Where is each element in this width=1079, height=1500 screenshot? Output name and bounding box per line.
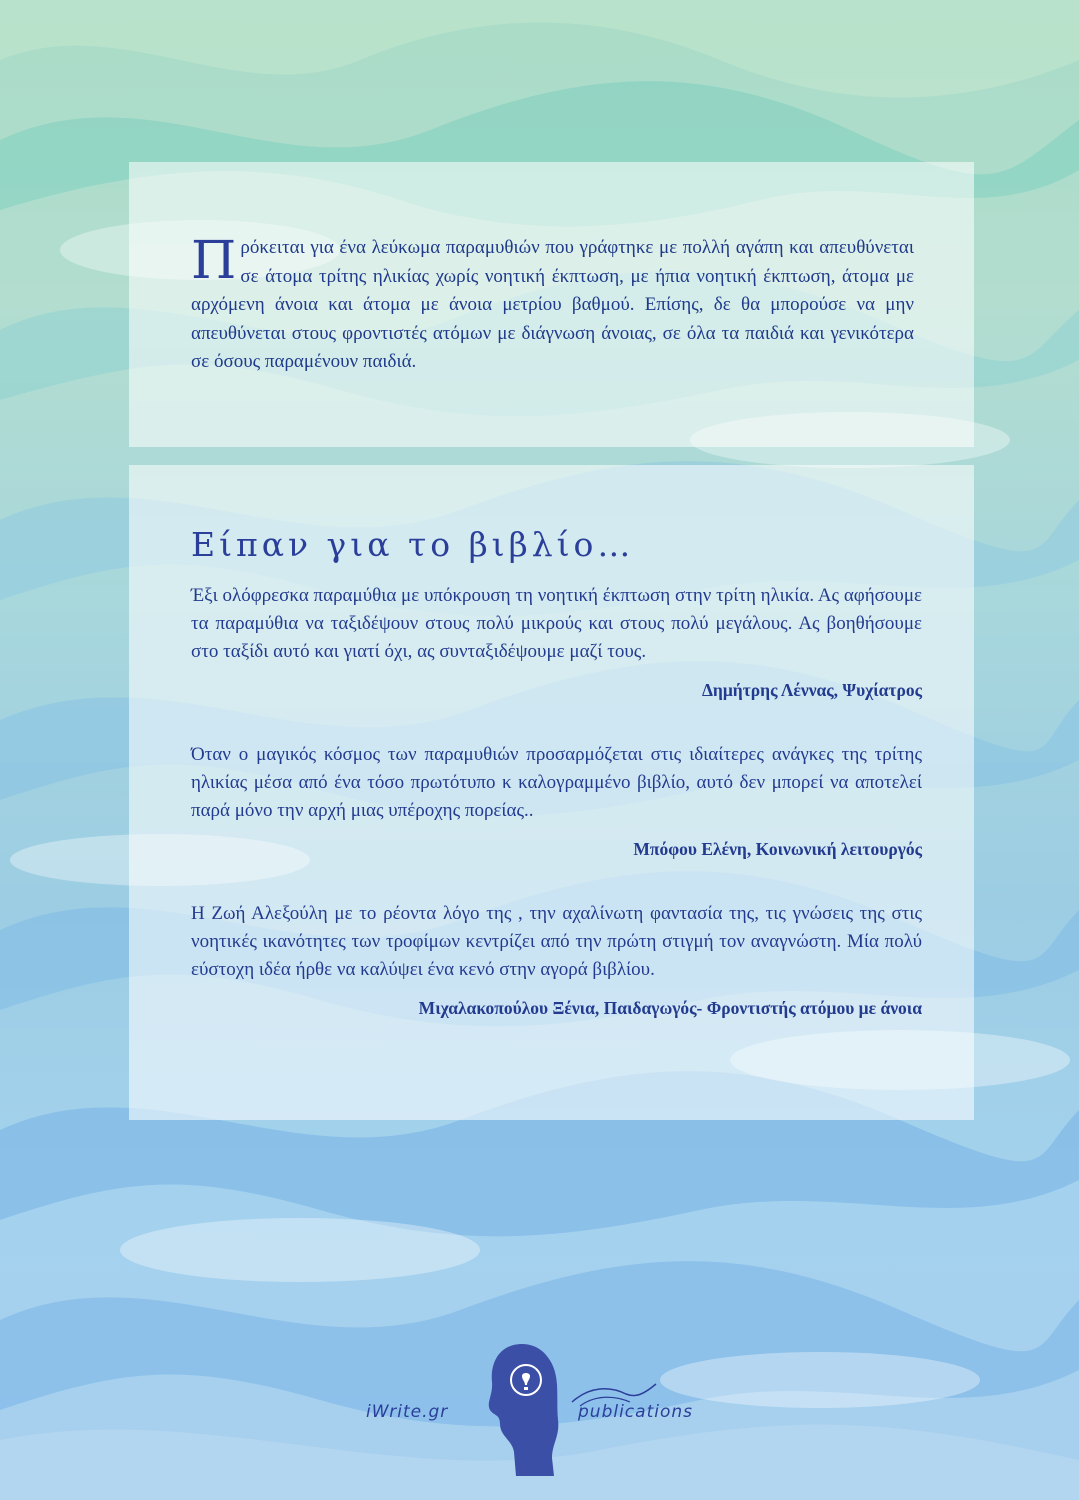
intro-body: ρόκειται για ένα λεύκωμα παραμυθιών που γράφτηκε με πολλή αγάπη και απευθύνεται σε άτομα τρίτης ηλικίας χωρίς νοητική έκπτωση, με ήπια νοητική έκπτωση, άτομα με αρχόμενη άνοια και άτομα με άνοια μετρίου βαθμού. Επίσης, δε θα μπορούσε να μην απευθύνεται στους φροντιστές ατόμων με διάγνωση άνοιας, σε όλα τα παιδιά και γενικότερα σε όσους παραμένουν παιδιά. (191, 237, 914, 372)
intro-panel (129, 162, 974, 447)
reviews-title: Είπαν για το βιβλίο… (191, 525, 635, 564)
intro-paragraph (191, 231, 914, 377)
publisher-logo (360, 1340, 740, 1480)
drop-cap: Π (191, 231, 237, 291)
review-quote-3: Η Ζωή Αλεξούλη με το ρέοντα λόγο της , την αχαλίνωτη φαντασία της, τις γνώσεις της στις νοητικές ικανότητες των τροφίμων κεντρίζει από την πρώτη στιγμή τον αναγνώστη. Μία πολύ εύστοχη ιδέα ήρθε να καλύψει ένα κενό στην αγορά βιβλίου. (191, 903, 922, 980)
review-author-3: Μιχαλακοπούλου Ξένια, Παιδαγωγός- Φροντιστής ατόμου με άνοια (418, 998, 922, 1018)
review-quote-1: Έξι ολόφρεσκα παραμύθια με υπόκρουση τη νοητική έκπτωση στην τρίτη ηλικία. Ας αφήσουμε τα παραμύθια να ταξιδέψουν στους πολύ μικρούς και στους πολύ μεγάλους. Ας βοηθήσουμε στο ταξίδι αυτό και γιατί όχι, ας συνταξιδέψουμε μαζί τους. (191, 585, 922, 662)
logo-left-text: iWrite.gr (366, 1402, 449, 1422)
head-profile-icon (482, 1340, 562, 1480)
logo-right-text: publications (578, 1402, 693, 1422)
reviews-panel (129, 465, 974, 1120)
review-author-1: Δημήτρης Λέννας, Ψυχίατρος (701, 680, 922, 700)
review-author-2: Μπόφου Ελένη, Κοινωνική λειτουργός (633, 839, 922, 859)
review-quote-2: Όταν ο μαγικός κόσμος των παραμυθιών προσαρμόζεται στις ιδιαίτερες ανάγκες της τρίτης ηλικίας μέσα από ένα τόσο πρωτότυπο κ καλογραμμένο βιβλίο, αυτό δεν μπορεί να αποτελεί παρά μόνο την αρχή μιας υπέροχης πορείας.. (191, 744, 922, 821)
